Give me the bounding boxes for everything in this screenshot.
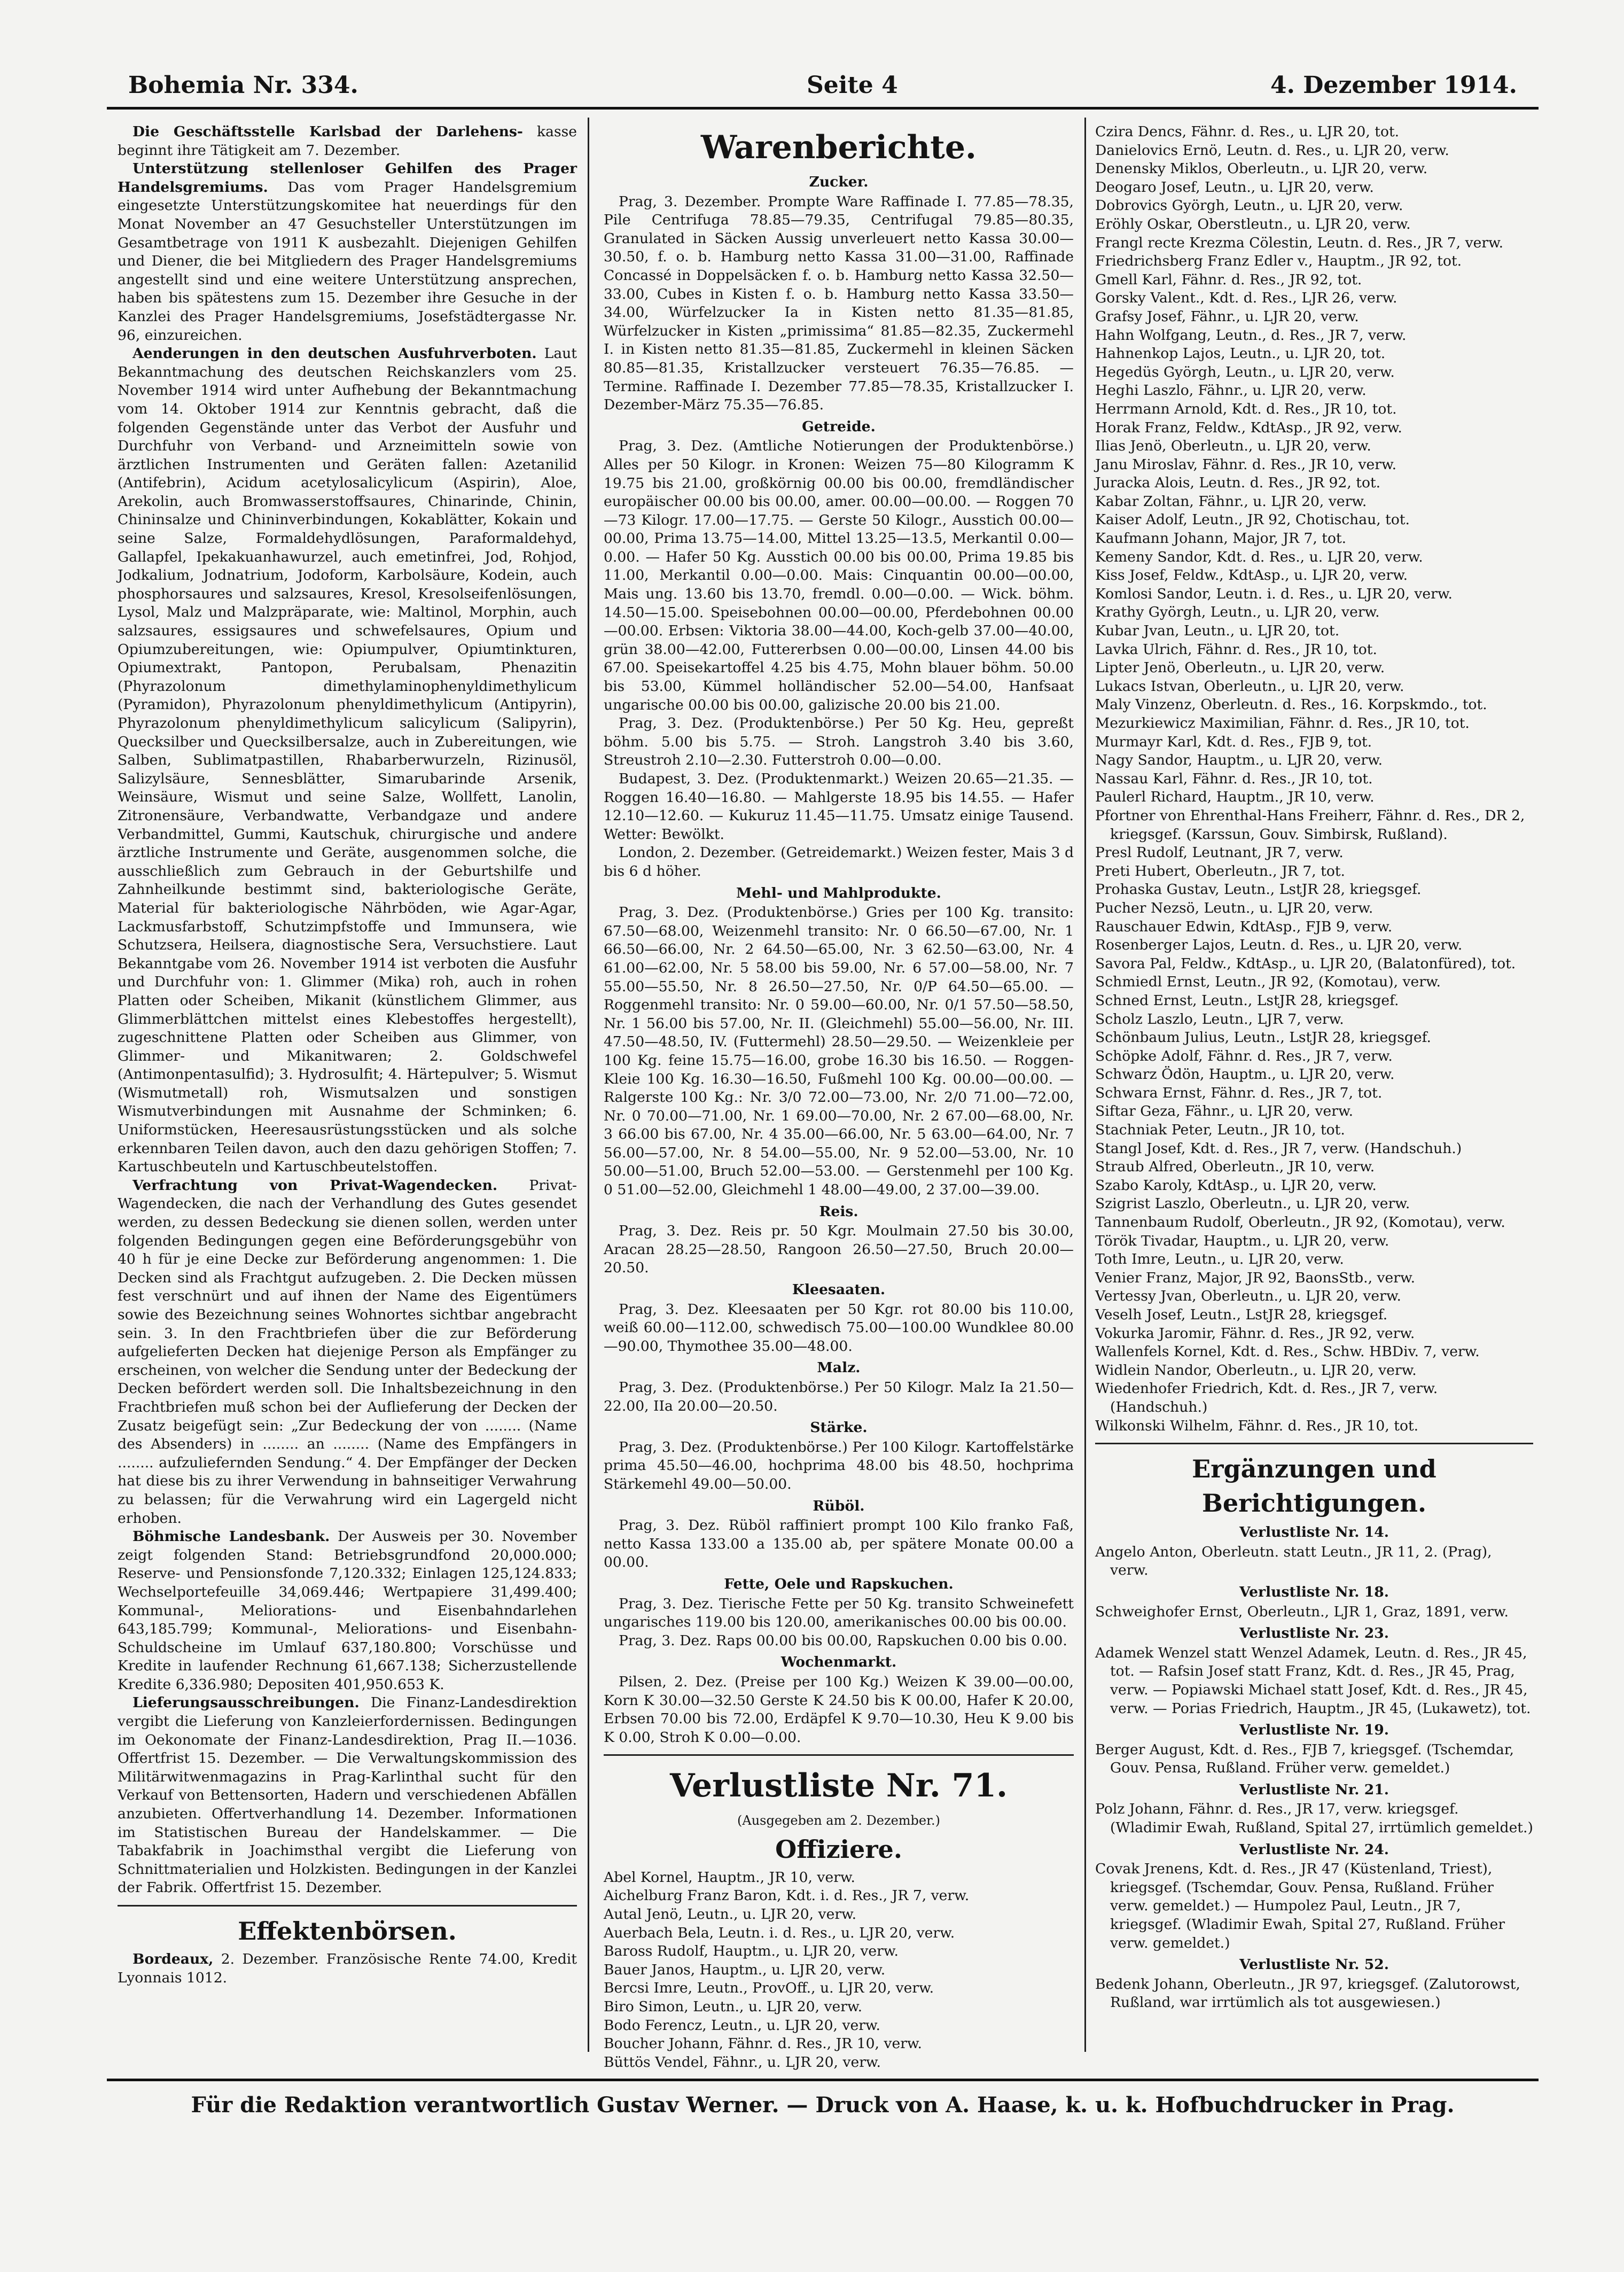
casualty-entry: Török Tivadar, Hauptm., u. LJR 20, verw. <box>1095 1232 1389 1249</box>
news-paragraph-text: Privat-Wagendecken, die nach der Verhandlung des Gutes gesendet werden, zu dessen Bedeckung sie dienen sollen, werden unter folgenden Bedingungen gegen eine Beförderungsgebühr von 40 h für je eine Decke zur Beförderung angenommen: 1. Die Decken sind als Frachtgut aufzugeben. 2. Die Decken müssen fest verschnürt und auf ihnen der Name des Eigentümers sowie des Bezeichnung seines Wohnortes sichtbar angebracht sein. 3. In den Frachtbriefen über die zur Beförderung aufgelieferten Decken hat diejenige Person als Empfänger zu erscheinen, von welcher die Sendung unter der Bedeckung der Decken befördert werden soll. Die Inhaltsbezeichnung in den Frachtbriefen muß schon bei der Auflieferung der Decken der Zusatz beigefügt sein: „Zur Bedeckung der von ........ (Name des Absenders) in ........ an ........ (Name des Empfängers in ........ aufzuliefernden Sendung.“ 4. Der Empfänger der Decken hat diese bis zu ihrer Verwendung in bahnseitiger Verwahrung zu belassen; für die Verwahrung wird ein Lagergeld nicht erhoben. <box>118 1177 577 1527</box>
casualty-entry: Stachniak Peter, Leutn., JR 10, tot. <box>1095 1122 1345 1139</box>
casualty-entry: Eröhly Oskar, Oberstleutn., u. LJR 20, verw. <box>1095 215 1411 232</box>
casualty-entry: Bauer Janos, Hauptm., u. LJR 20, verw. <box>604 1961 886 1978</box>
casualty-entry: Pucher Nezsö, Leutn., u. LJR 20, verw. <box>1095 899 1373 916</box>
casualty-entry: Janu Miroslav, Fähnr. d. Res., JR 10, verw. <box>1095 456 1397 473</box>
market-section-heading: Zucker. <box>809 174 869 190</box>
casualty-entry: Abel Kornel, Hauptm., JR 10, verw. <box>604 1869 855 1886</box>
market-section-heading: Malz. <box>817 1359 861 1376</box>
casualty-entry: Vokurka Jaromir, Fähnr. d. Res., JR 92, verw. <box>1095 1325 1415 1342</box>
casualty-entry: Lipter Jenö, Oberleutn., u. LJR 20, verw. <box>1095 659 1385 676</box>
casualty-entry: Savora Pal, Feldw., KdtAsp., u. LJR 20, (Balatonfüred), tot. <box>1095 955 1516 972</box>
casualty-entry: Venier Franz, Major, JR 92, BaonsStb., verw. <box>1095 1269 1416 1286</box>
news-paragraph-heading: Unterstützung stellenloser Gehilfen des Prager Handelsgremiums. <box>118 160 577 196</box>
column-left <box>118 123 577 2047</box>
effekten-heading: Effektenbörsen. <box>238 1917 457 1946</box>
market-section-heading: Fette, Oele und Rapskuchen. <box>724 1575 954 1592</box>
casualty-entry: Vertessy Jvan, Oberleutn., u. LJR 20, verw. <box>1095 1288 1401 1305</box>
casualty-entry: Schöpke Adolf, Fähnr. d. Res., JR 7, verw. <box>1095 1047 1393 1064</box>
masthead-issue: Bohemia Nr. 334. <box>128 72 358 99</box>
market-report: Prag, 3. Dez. (Produktenbörse.) Gries per 100 Kg. transito: 67.50—68.00, Weizenmehl transito: Nr. 0 66.50—67.00, Nr. 1 66.50—66.00, Nr. 2 64.50—65.00, Nr. 3 62.50—63.00, Nr. 4 61.00—62.00, Nr. 5 58.00 bis 59.00, Nr. 6 57.00—58.00, Nr. 7 55.00—55.50, Nr. 8 26.50—27.50, Nr. 0/P 64.50—65.00. — Roggenmehl transito: Nr. 0 59.00—60.00, Nr. 0/1 57.50—58.50, Nr. 1 56.00 bis 57.00, Nr. II. (Gleichmehl) 55.00—56.00, Nr. III. 47.50—48.50, IV. (Futtermehl) 28.50—29.50. — Weizenkleie per 100 Kg. feine 15.75—16.00, grobe 16.30 bis 16.50. — Roggen-Kleie 100 Kg. 16.30—16.50, Fußmehl 100 Kg. 00.00—00.00. — Ralgerste 100 Kg.: Nr. 3/0 72.00—73.00, Nr. 2/0 71.00—72.00, Nr. 0 70.00—71.00, Nr. 1 69.00—70.00, Nr. 2 67.00—68.00, Nr. 3 66.00 bis 67.00, Nr. 4 35.00—66.00, Nr. 5 63.00—64.00, Nr. 7 56.00—57.00, Nr. 8 54.00—55.00, Nr. 9 52.00—53.00, Nr. 10 50.00—51.00, Bruch 52.00—53.00. — Gerstenmehl per 100 Kg. 0 51.00—52.00, Gleichmehl 1 48.00—49.00, 2 37.00—39.00. <box>604 904 1074 1199</box>
casualty-entry: Kubar Jvan, Leutn., u. LJR 20, tot. <box>1095 623 1340 640</box>
market-section-heading: Kleesaaten. <box>792 1281 886 1298</box>
market-section-heading: Stärke. <box>810 1419 868 1436</box>
casualty-entry: Bercsi Imre, Leutn., ProvOff., u. LJR 20, verw. <box>604 1980 934 1997</box>
news-paragraph-heading: Die Geschäftsstelle Karlsbad der Darlehens- <box>132 123 523 140</box>
casualty-entry: Friedrichsberg Franz Edler v., Hauptm., JR 92, tot. <box>1095 253 1462 270</box>
casualty-entry: Gmell Karl, Fähnr. d. Res., JR 92, tot. <box>1095 271 1362 288</box>
casualty-entry: Frangl recte Krezma Cölestin, Leutn. d. Res., JR 7, verw. <box>1095 234 1504 251</box>
casualty-entry: Auerbach Bela, Leutn. i. d. Res., u. LJR 20, verw. <box>604 1924 955 1941</box>
effekten-text: 2. Dezember. Französische Rente 74.00, Kredit Lyonnais 1012. <box>118 1951 577 1986</box>
news-paragraph-text: Die Finanz-Landesdirektion vergibt die Lieferung von Kanzleierfordernissen. Bedingungen im Oekonomate der Finanz-Landesdirektion, Prag II.—1036. Offertfrist 15. Dezember. — Die Verwaltungskommission des Militärwitwenmagazins in Prag-Karlinthal sucht für den Verkauf von Bettensorten, Hadern und verschiedenen Abfällen anzubieten. Offertverhandlung 14. Dezember. Informationen im Statistischen Bureau der Handelskammer. — Die Tabakfabrik in Joachimsthal vergibt die Lieferung von Schnittmaterialien und Holzkisten. Bedingungen in der Kanzlei der Fabrik. Offertfrist 15. Dezember. <box>118 1694 577 1896</box>
casualty-entry: Siftar Geza, Fähnr., u. LJR 20, verw. <box>1095 1103 1354 1120</box>
market-report: Prag, 3. Dez. Raps 00.00 bis 00.00, Rapskuchen 0.00 bis 0.00. <box>619 1632 1067 1649</box>
effekten-report <box>118 1950 577 1987</box>
market-report: Prag, 3. Dez. Rüböl raffiniert prompt 100 Kilo franko Faß, netto Kassa 133.00 a 135.00 ab, per spätere Monate 00.00 a 00.00. <box>604 1517 1074 1571</box>
market-report: Prag, 3. Dez. (Amtliche Notierungen der Produktenbörse.) Alles per 50 Kilogr. in Kronen: Weizen 75—80 Kilogramm K 19.75 bis 21.00, großkörnig 00.00 bis 00.00, fremdländischer europäischer 00.00 bis 00.00, amer. 00.00—00.00. — Roggen 70—73 Kilogr. 17.00—17.75. — Gerste 50 Kilogr., Ausstich 00.00—00.00, Prima 13.75—14.00, Mittel 13.25—13.5, Merkantil 0.00—0.00. — Hafer 50 Kg. Ausstich 00.00 bis 00.00, Prima 19.85 bis 11.00, Merkantil 0.00—0.00. Mais: Cinquantin 00.00—00.00, Mais ung. 13.60 bis 13.70, fremdl. 0.00—0.00. — Wick. böhm. 14.50—15.00. Speisebohnen 00.00—00.00, Pferdebohnen 00.00—00.00. Erbsen: Viktoria 38.00—44.00, Koch-gelb 37.00—40.00, grün 38.00—42.00, Futtererbsen 0.00—00.00, Linsen 44.00 bis 67.00. Speisekartoffel 4.25 bis 4.75, Mohn blauer böhm. 50.00 bis 53.00, Kümmel holländischer 52.00—54.00, Hanfsaat ungarische 00.00 bis 00.00, galizische 20.00 bis 21.00. <box>604 438 1074 713</box>
market-report: London, 2. Dezember. (Getreidemarkt.) Weizen fester, Mais 3 d bis 6 d höher. <box>604 844 1074 880</box>
casualty-entry: Nagy Sandor, Hauptm., u. LJR 20, verw. <box>1095 752 1383 769</box>
column-right <box>1095 123 1533 2047</box>
casualty-entry: Presl Rudolf, Leutnant, JR 7, verw. <box>1095 844 1344 861</box>
correction-entry: Angelo Anton, Oberleutn. statt Leutn., JR 11, 2. (Prag), verw. <box>1095 1543 1492 1579</box>
casualty-entry: Komlosi Sandor, Leutn. i. d. Res., u. LJR 20, verw. <box>1095 585 1453 602</box>
effekten-place: Bordeaux, <box>132 1951 214 1967</box>
casualty-entry: Szabo Karoly, KdtAsp., u. LJR 20, verw. <box>1095 1177 1377 1194</box>
casualty-entry: Hahn Wolfgang, Leutn., d. Res., JR 7, verw. <box>1095 326 1407 344</box>
casualty-entry: Grafsy Josef, Fähnr., u. LJR 20, verw. <box>1095 308 1359 325</box>
market-report: Prag, 3. Dez. Tierische Fette per 50 Kg. transito Schweinefett ungarisches 119.00 bis 120.00, amerikanisches 00.00 bis 00.00. <box>604 1595 1074 1631</box>
correction-entry: Schweighofer Ernst, Oberleutn., LJR 1, Graz, 1891, verw. <box>1095 1603 1509 1620</box>
casualty-entry: Scholz Laszlo, Leutn., LJR 7, verw. <box>1095 1010 1344 1028</box>
news-paragraph <box>118 1528 577 1694</box>
casualty-entry: Maly Vinzenz, Oberleutn. d. Res., 16. Korpskmdo., tot. <box>1095 696 1487 713</box>
casualty-entry: Juracka Alois, Leutn. d. Res., JR 92, tot. <box>1095 474 1381 492</box>
market-reports <box>604 173 1074 1747</box>
casualty-entry: Tannenbaum Rudolf, Oberleutn., JR 92, (Komotau), verw. <box>1095 1214 1505 1231</box>
market-section-heading: Wochenmarkt. <box>780 1654 897 1671</box>
market-report: Prag, 3. Dez. (Produktenbörse.) Per 50 Kilogr. Malz Ia 21.50—22.00, IIa 20.00—20.50. <box>604 1379 1074 1414</box>
casualty-entry: Kiss Josef, Feldw., KdtAsp., u. LJR 20, verw. <box>1095 567 1408 584</box>
news-paragraph-heading: Lieferungsausschreibungen. <box>132 1694 360 1711</box>
correction-entry: Polz Johann, Fähnr. d. Res., JR 17, verw. kriegsgef. (Wladimir Ewah, Rußland, Spital 27, irrtümlich gemeldet.) <box>1095 1801 1533 1837</box>
casualty-entry: Kaiser Adolf, Leutn., JR 92, Chotischau, tot. <box>1095 511 1410 528</box>
page-number: Seite 4 <box>807 72 898 99</box>
market-section-heading: Rüböl. <box>813 1497 865 1514</box>
news-paragraph <box>118 123 577 160</box>
market-section-heading: Getreide. <box>802 418 876 435</box>
casualty-entry: Schned Ernst, Leutn., LstJR 28, kriegsgef. <box>1095 992 1399 1009</box>
market-report: Prag, 3. Dez. Reis pr. 50 Kgr. Moulmain 27.50 bis 30.00, Aracan 28.25—28.50, Rangoon 26.50—27.50, Bruch 20.00—20.50. <box>604 1223 1074 1277</box>
casualty-entry: Rosenberger Lajos, Leutn. d. Res., u. LJR 20, verw. <box>1095 937 1463 954</box>
casualty-entry: Heghi Laszlo, Fähnr., u. LJR 20, verw. <box>1095 382 1367 399</box>
corrections-heading: Ergänzungen und Berichtigungen. <box>1192 1454 1436 1518</box>
casualty-entry: Lukacs Istvan, Oberleutn., u. LJR 20, verw. <box>1095 678 1404 695</box>
correction-list-heading: Verlustliste Nr. 18. <box>1239 1583 1389 1600</box>
warenberichte-heading: Warenberichte. <box>701 129 977 166</box>
correction-list-heading: Verlustliste Nr. 14. <box>1239 1524 1389 1541</box>
casualty-entry: Czira Dencs, Fähnr. d. Res., u. LJR 20, tot. <box>1095 123 1400 140</box>
market-section-heading: Reis. <box>819 1203 858 1220</box>
casualty-entry: Deogaro Josef, Leutn., u. LJR 20, verw. <box>1095 178 1374 196</box>
casualty-entry: Widlein Nandor, Oberleutn., u. LJR 20, verw. <box>1095 1361 1417 1379</box>
casualty-entry: Schwara Ernst, Fähnr. d. Res., JR 7, tot. <box>1095 1084 1383 1101</box>
market-report: Budapest, 3. Dez. (Produktenmarkt.) Weizen 20.65—21.35. — Roggen 16.40—16.80. — Mahlgerste 18.95 bis 14.55. — Hafer 12.10—12.60. — Kukuruz 11.45—11.75. Umsatz einige Tausend. Wetter: Bewölkt. <box>604 771 1074 843</box>
casualty-entry: Kemeny Sandor, Kdt. d. Res., u. LJR 20, verw. <box>1095 548 1423 565</box>
casualty-entry: Mezurkiewicz Maximilian, Fähnr. d. Res., JR 10, tot. <box>1095 715 1470 732</box>
casualty-entry: Aichelburg Franz Baron, Kdt. i. d. Res., JR 7, verw. <box>604 1887 970 1904</box>
casualty-entry: Danielovics Ernö, Leutn. d. Res., u. LJR 20, verw. <box>1095 142 1449 159</box>
casualty-entry: Nassau Karl, Fähnr. d. Res., JR 10, tot. <box>1095 770 1373 787</box>
news-paragraph-heading: Verfrachtung von Privat-Wagendecken. <box>132 1177 498 1194</box>
news-paragraph <box>118 1694 577 1897</box>
casualty-entry: Autal Jenö, Leutn., u. LJR 20, verw. <box>604 1906 857 1923</box>
casualty-entry: Szigrist Laszlo, Oberleutn., u. LJR 20, verw. <box>1095 1195 1410 1212</box>
casualty-entry: Gorsky Valent., Kdt. d. Res., LJR 26, verw. <box>1095 290 1397 307</box>
casualty-entry: Hahnenkop Lajos, Leutn., u. LJR 20, tot. <box>1095 345 1386 362</box>
news-paragraph <box>118 345 577 1177</box>
correction-list-heading: Verlustliste Nr. 23. <box>1239 1625 1389 1642</box>
casualty-entry: Veselh Josef, Leutn., LstJR 28, kriegsgef. <box>1095 1306 1388 1323</box>
news-paragraph <box>118 1177 577 1528</box>
market-report: Prag, 3. Dez. (Produktenbörse.) Per 50 Kg. Heu, gepreßt böhm. 5.00 bis 5.75. — Stroh. Langstroh 3.40 bis 3.60, Streustroh 2.10—2.30. Futterstroh 0.00—0.00. <box>604 715 1074 769</box>
casualty-entry: Denensky Miklos, Oberleutn., u. LJR 20, verw. <box>1095 160 1428 177</box>
news-paragraph-heading: Aenderungen in den deutschen Ausfuhrverboten. <box>132 345 537 362</box>
verlustliste-heading: Verlustliste Nr. 71. <box>670 1767 1008 1805</box>
column-divider <box>1084 118 1086 2052</box>
casualty-entry: Schönbaum Julius, Leutn., LstJR 28, kriegsgef. <box>1095 1029 1431 1046</box>
news-paragraph-text: Laut Bekanntmachung des deutschen Reichskanzlers vom 25. November 1914 wird unter Aufhebung der Bekanntmachung vom 14. Oktober 1914 zur Kenntnis gebracht, daß die folgenden Gegenstände unter das Verbot der Ausfuhr und Durchfuhr von Verband- und Arzneimitteln sowie von ärztlichen Instrumenten und Geräten fallen: Azetanilid (Antifebrin), Acidum acetylosalicylicum (Aspirin), Aloe, Arekolin, auch Bromwasserstoffsaures, Chinarinde, Chinin, Chininsalze und Chininverbindungen, Kokablätter, Kokain und seine Salze, Formaldehydlösungen, Paraformaldehyd, Gallapfel, Ipekakuanhawurzel, auch emetinfrei, Jod, Rohjod, Jodkalium, Jodnatrium, Jodoform, Karbolsäure, Kodein, auch phosphorsaures und salzsaures, Kresol, Kresolseifenlösungen, Lysol, Malz und Malzpräparate, wie: Maltinol, Morphin, auch salzsaures, essigsaures und schwefelsaures, Opium und Opiumzubereitungen, wie: Opiumpulver, Opiumtinkturen, Opiumextrakt, Pantopon, Perubalsam, Phenazitin (Phyrazolonum dimethylaminophenyldimethylicum (Pyramidon), Phyrazolonum phenyldimethylicum (Antipyrin), Phyrazolonum phenyldimethylicum salicylicum (Salipyrin), Quecksilber und Quecksilbersalze, auch in Zubereitungen, wie Salben, Sublimatpastillen, Rhabarberwurzeln, Rizinusöl, Salizylsäure, Sennesblätter, Simarubarinde Arsenik, Weinsäure, Wismut und seine Salze, Wollfett, Lanolin, Zitronensäure, Verbandwatte, Verbandgaze und andere Verbandmittel, Gummi, Kautschuk, chirurgische und andere ärztliche Instrumente und Geräte, ausgenommen solche, die ausschließlich zum Gebrauch in der Geburtshilfe und Zahnheilkunde bestimmt sind, bakteriologische Geräte, Material für bakteriologische Nährböden, wie Agar-Agar, Lackmusfarbstoff, Schutzimpfstoffe und Immunsera, wie Schutzsera, Heilsera, diagnostische Sera, Versuchstiere. Laut Bekanntgabe vom 26. November 1914 ist verboten die Ausfuhr und Durchfuhr von: 1. Glimmer (Mika) roh, auch in rohen Platten oder Scheiben, Mikanit (künstlichem Glimmer, aus Glimmerblättchen mittelst eines Klebestoffes hergestellt), zugeschnittene Platten oder Scheiben aus Glimmer, von Glimmer- und Mikanitwaren; 2. Goldschwefel (Antimonpentasulfid); 3. Hydrosulfit; 4. Härtepulver; 5. Wismut (Wismutmetall) roh, Wismutsalzen und sonstigen Wismutverbindungen mit Ausnahme der Schminken; 6. Uniformstücken, Heeresausrüstungsstücken und als solche erkennbaren Teilen davon, auch den dazu gehörigen Stoffen; 7. Kartuschbeuteln und Kartuschbeutelstoffen. <box>118 345 577 1176</box>
market-report: Prag, 3. Dezember. Prompte Ware Raffinade I. 77.85—78.35, Pile Centrifuga 78.85—79.35, Centrifugal 79.85—80.35, Granulated in Säcken Aussig unverleuert netto Kassa 30.00—30.50, f. o. b. Hamburg netto Kassa 31.00—31.00, Raffinade Concassé in Doppelsäcken f. o. b. Hamburg netto Kassa 32.50—33.00, Cubes in Kisten f. o. b. Hamburg netto Kassa 33.50—34.00, Würfelzucker Ia in Kisten netto 81.35—81.85, Würfelzucker in Kisten „primissima“ 81.85—82.35, Zuckermehl I. in Kisten netto 81.35—81.85, Zuckermehl in kleinen Säcken 80.85—81.35, Kristallzucker versteuert 76.35—76.85. — Termine. Raffinade I. Dezember 77.85—78.35, Kristallzucker I. Dezember-März 75.35—76.85. <box>604 193 1074 414</box>
correction-entry: Adamek Wenzel statt Wenzel Adamek, Leutn. d. Res., JR 45, tot. — Rafsin Josef statt Franz, Kdt. d. Res., JR 45, Prag, verw. — Popiawski Michael statt Josef, Kdt. d. Res., JR 45, verw. — Porias Friedrich, Hauptm., JR 45, (Lukawetz), tot. <box>1095 1644 1531 1717</box>
casualty-entry: Pfortner von Ehrenthal-Hans Freiherr, Fähnr. d. Res., DR 2, kriegsgef. (Karssun, Gouv. Simbirsk, Rußland). <box>1095 807 1525 843</box>
casualty-entry: Straub Alfred, Oberleutn., JR 10, verw. <box>1095 1158 1375 1176</box>
verlustliste-issued-note: (Ausgegeben am 2. Dezember.) <box>737 1813 940 1829</box>
correction-list-heading: Verlustliste Nr. 24. <box>1239 1841 1389 1858</box>
casualty-entry: Paulerl Richard, Hauptm., JR 10, verw. <box>1095 789 1375 806</box>
casualty-entry: Ilias Jenö, Oberleutn., u. LJR 20, verw. <box>1095 438 1371 455</box>
casualty-entry: Murmayr Karl, Kdt. d. Res., FJB 9, tot. <box>1095 733 1372 750</box>
casualty-entry: Herrmann Arnold, Kdt. d. Res., JR 10, tot. <box>1095 400 1397 417</box>
casualty-entry: Schmiedl Ernst, Leutn., JR 92, (Komotau), verw. <box>1095 974 1441 991</box>
news-paragraph <box>118 160 577 345</box>
casualty-list <box>604 1869 1074 2072</box>
casualty-entry: Boucher Johann, Fähnr. d. Res., JR 10, verw. <box>604 2035 922 2052</box>
correction-entry: Bedenk Johann, Oberleutn., JR 97, kriegsgef. (Zalutorowst, Rußland, war irrtümlich als tot ausgewiesen.) <box>1095 1975 1520 2011</box>
news-paragraph-text: Der Ausweis per 30. November zeigt folgenden Stand: Betriebsgrundfond 20,000.000; Reserve- und Pensionsfonde 7,120.332; Einlagen 125,124.833; Wechselportefeuille 34,069.446; Wertpapiere 31,499.400; Kommunal-, Meliorations- und Eisenbahndarlehen 643,185.799; Kommunal-, Meliorations- und Eisenbahn-Schuldscheine im Umlauf 637,180.800; Vorschüsse und Kredite in laufender Rechnung 61,667.138; Sicherzustellende Kredite 6,336.980; Depositen 401,950.653 K. <box>118 1528 577 1693</box>
casualty-entry: Horak Franz, Feldw., KdtAsp., JR 92, verw. <box>1095 419 1402 436</box>
market-report: Pilsen, 2. Dez. (Preise per 100 Kg.) Weizen K 39.00—00.00, Korn K 30.00—32.50 Gerste K 24.50 bis K 00.00, Hafer K 20.00, Erbsen 70.00 bis 72.00, Erdäpfel K 9.70—10.30, Heu K 9.00 bis K 0.00, Stroh K 0.00—0.00. <box>604 1673 1074 1746</box>
market-report: Prag, 3. Dez. Kleesaaten per 50 Kgr. rot 80.00 bis 110.00, weiß 60.00—112.00, schwedisch 75.00—100.00 Wundklee 80.00—90.00, Thymothee 35.00—48.00. <box>604 1301 1074 1355</box>
section-divider <box>1095 1443 1533 1444</box>
casualty-entry: Kabar Zoltan, Fähnr., u. LJR 20, verw. <box>1095 493 1367 510</box>
corrections-list <box>1095 1523 1533 2012</box>
casualty-entry: Toth Imre, Leutn., u. LJR 20, verw. <box>1095 1251 1344 1268</box>
casualty-entry: Prohaska Gustav, Leutn., LstJR 28, kriegsgef. <box>1095 881 1422 898</box>
casualty-entry: Wilkonski Wilhelm, Fähnr. d. Res., JR 10, tot. <box>1095 1417 1419 1434</box>
news-paragraph-text: kasse beginnt ihre Tätigkeit am 7. Dezember. <box>118 123 577 159</box>
correction-list-heading: Verlustliste Nr. 52. <box>1239 1956 1389 1973</box>
casualty-entry: Hegedüs Györgh, Leutn., u. LJR 20, verw. <box>1095 363 1395 380</box>
news-paragraph-heading: Böhmische Landesbank. <box>132 1528 330 1545</box>
casualty-entry: Dobrovics Györgh, Leutn., u. LJR 20, verw. <box>1095 197 1403 214</box>
page-header <box>107 64 1539 110</box>
officers-heading: Offiziere. <box>775 1834 902 1864</box>
casualty-entry: Krathy Györgh, Leutn., u. LJR 20, verw. <box>1095 604 1380 621</box>
casualty-entry: Stangl Josef, Kdt. d. Res., JR 7, verw. (Handschuh.) <box>1095 1140 1462 1157</box>
casualty-entry: Baross Rudolf, Hauptm., u. LJR 20, verw. <box>604 1943 899 1960</box>
casualty-entry: Preti Hubert, Oberleutn., JR 7, tot. <box>1095 862 1346 880</box>
column-middle <box>604 123 1074 2071</box>
section-divider <box>118 1905 577 1907</box>
casualty-entry: Schwarz Ödön, Hauptm., u. LJR 20, verw. <box>1095 1066 1395 1083</box>
casualty-list-continued <box>1095 123 1533 1435</box>
section-divider <box>604 1754 1074 1756</box>
market-section-heading: Mehl- und Mahlprodukte. <box>736 884 941 901</box>
imprint-footer: Für die Redaktion verantwortlich Gustav Werner. — Druck von A. Haase, k. u. k. Hofbuchdrucker in Prag. <box>107 2079 1539 2129</box>
casualty-entry: Lavka Ulrich, Fähnr. d. Res., JR 10, tot. <box>1095 641 1377 658</box>
casualty-entry: Kaufmann Johann, Major, JR 7, tot. <box>1095 530 1347 547</box>
casualty-entry: Wallenfels Kornel, Kdt. d. Res., Schw. HBDiv. 7, verw. <box>1095 1343 1480 1360</box>
casualty-entry: Bodo Ferencz, Leutn., u. LJR 20, verw. <box>604 2017 880 2034</box>
casualty-entry: Wiedenhofer Friedrich, Kdt. d. Res., JR 7, verw. (Handschuh.) <box>1095 1380 1438 1415</box>
correction-entry: Berger August, Kdt. d. Res., FJB 7, kriegsgef. (Tschemdar, Gouv. Pensa, Rußland. Früher verw. gemeldet.) <box>1095 1741 1514 1777</box>
news-items <box>118 123 577 1897</box>
news-paragraph-text: Das vom Prager Handelsgremium eingesetzte Unterstützungskomitee hat neuerdings für den Monat November an 47 Gesuchsteller Unterstützungen im Gesamtbetrage von 1911 K ausbezahlt. Diejenigen Gehilfen und Diener, die bei Mitgliedern des Prager Handelsgremiums angestellt sind und eine weitere Unterstützung ansprechen, haben bis spätestens zum 15. Dezember ihre Gesuche in der Kanzlei des Prager Handelsgremiums, Josefstädtergasse Nr. 96, einzureichen. <box>118 178 577 344</box>
newspaper-page <box>107 64 1539 2180</box>
casualty-entry: Büttös Vendel, Fähnr., u. LJR 20, verw. <box>604 2053 881 2071</box>
issue-date: 4. Dezember 1914. <box>1270 72 1517 99</box>
casualty-entry: Biro Simon, Leutn., u. LJR 20, verw. <box>604 1998 863 2016</box>
column-divider <box>588 118 589 2052</box>
casualty-entry: Rauschauer Edwin, KdtAsp., FJB 9, verw. <box>1095 918 1393 935</box>
correction-list-heading: Verlustliste Nr. 21. <box>1239 1781 1389 1798</box>
correction-entry: Covak Jrenens, Kdt. d. Res., JR 47 (Küstenland, Triest), kriegsgef. (Tschemdar, Gouv. Pensa, Rußland. Früher verw. gemeldet.) — Humpolez Paul, Leutn., JR 7, kriegsgef. (Wladimir Ewah, Spital 27, Rußland. Früher verw. gemeldet.) <box>1095 1861 1505 1951</box>
correction-list-heading: Verlustliste Nr. 19. <box>1239 1722 1389 1739</box>
market-report: Prag, 3. Dez. (Produktenbörse.) Per 100 Kilogr. Kartoffelstärke prima 45.50—46.00, hochprima 48.00 bis 48.50, hochprima Stärkemehl 49.00—50.00. <box>604 1438 1074 1492</box>
